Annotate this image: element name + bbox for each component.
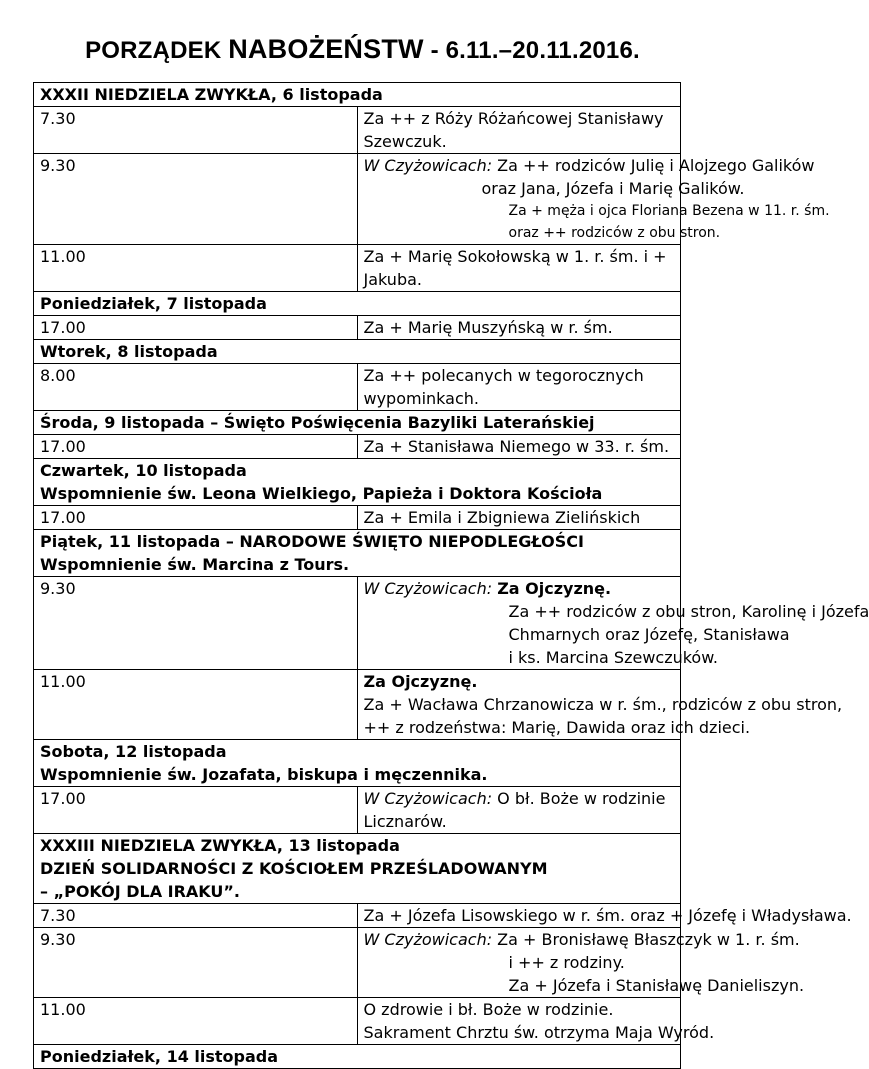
- day-feast: Wspomnienie św. Marcina z Tours.: [40, 555, 350, 574]
- intention-line: O zdrowie i bł. Boże w rodzinie.: [363, 1000, 614, 1019]
- intention-line: oraz Jana, Józefa i Marię Galików.: [481, 179, 745, 198]
- day-header: XXXII NIEDZIELA ZWYKŁA, 6 listopada: [34, 83, 681, 107]
- mass-intention: [357, 154, 830, 245]
- intention-line: O bł. Boże w rodzinie Licznarów.: [363, 789, 666, 831]
- mass-row: [34, 154, 681, 245]
- mass-time: 8.00: [34, 364, 358, 411]
- mass-time: 9.30: [34, 928, 358, 998]
- mass-time: 11.00: [34, 670, 358, 740]
- mass-row: [34, 998, 681, 1045]
- mass-time: 11.00: [34, 245, 358, 292]
- mass-time: 7.30: [34, 904, 358, 928]
- mass-intention: [357, 787, 681, 834]
- intention-emphasis: Za Ojczyznę.: [497, 579, 612, 598]
- mass-intention: Za + Józefa Lisowskiego w r. śm. oraz + Józefę i Władysława.: [357, 904, 681, 928]
- mass-time: 7.30: [34, 107, 358, 154]
- mass-time: 9.30: [34, 154, 358, 245]
- mass-row: [34, 577, 681, 670]
- day-header-row: [34, 834, 681, 904]
- mass-row: [34, 928, 681, 998]
- day-header-row: [34, 459, 681, 506]
- mass-intention: [357, 928, 805, 998]
- day-header: Poniedziałek, 7 listopada: [34, 292, 681, 316]
- title-prefix: PORZĄDEK: [85, 37, 229, 64]
- mass-time: 17.00: [34, 316, 358, 340]
- mass-location: W Czyżowicach:: [363, 930, 493, 949]
- day-title: Sobota, 12 listopada: [40, 742, 227, 761]
- mass-time: 17.00: [34, 787, 358, 834]
- mass-row: [34, 245, 681, 292]
- mass-row: [34, 670, 681, 740]
- mass-intention: Za + Stanisława Niemego w 33. r. śm.: [357, 435, 681, 459]
- day-title: Czwartek, 10 listopada: [40, 461, 247, 480]
- day-title: XXXIII NIEDZIELA ZWYKŁA, 13 listopada: [40, 836, 400, 855]
- mass-row: [34, 435, 681, 459]
- intention-emphasis: Za Ojczyznę.: [363, 672, 478, 691]
- mass-intention: Za + Marię Sokołowską w 1. r. śm. i + Jakuba.: [357, 245, 681, 292]
- intention-line: Za ++ rodziców z obu stron, Karolinę i Józefa: [508, 602, 869, 621]
- day-header: [34, 459, 681, 506]
- intention-line: Za + męża i ojca Floriana Bezena w 11. r. śm.: [508, 203, 830, 219]
- mass-intention: Za + Marię Muszyńską w r. śm.: [357, 316, 681, 340]
- mass-row: [34, 904, 681, 928]
- day-header-row: [34, 83, 681, 107]
- intention-line: i ++ z rodziny.: [508, 953, 625, 972]
- day-header: [34, 740, 681, 787]
- mass-intention: Za ++ z Róży Różańcowej Stanisławy Szewczuk.: [357, 107, 681, 154]
- day-header: Wtorek, 8 listopada: [34, 340, 681, 364]
- day-header: [34, 834, 681, 904]
- day-header-row: [34, 411, 681, 435]
- day-header: Poniedziałek, 14 listopada: [34, 1045, 681, 1069]
- intention-line: Za ++ rodziców Julię i Alojzego Galików: [492, 156, 815, 175]
- day-header-row: [34, 530, 681, 577]
- day-feast: Wspomnienie św. Jozafata, biskupa i męczennika.: [40, 765, 488, 784]
- mass-location: W Czyżowicach:: [363, 156, 493, 175]
- mass-time: 11.00: [34, 998, 358, 1045]
- mass-row: [34, 506, 681, 530]
- mass-intention: [357, 577, 869, 670]
- intention-line: Za + Wacława Chrzanowicza w r. śm., rodziców z obu stron,: [363, 695, 843, 714]
- page-title: [0, 34, 725, 65]
- mass-intention: [357, 998, 715, 1045]
- mass-location: W Czyżowicach:: [363, 579, 493, 598]
- day-feast: – „POKÓJ DLA IRAKU”.: [40, 882, 241, 901]
- mass-intention: Za ++ polecanych w tegorocznych wypominkach.: [357, 364, 681, 411]
- day-header-row: [34, 292, 681, 316]
- intention-line: Za + Bronisławę Błaszczyk w 1. r. śm.: [492, 930, 800, 949]
- title-main-word: NABOŻEŃSTW: [228, 34, 424, 64]
- title-dates: - 6.11.–20.11.2016.: [423, 37, 640, 64]
- mass-time: 9.30: [34, 577, 358, 670]
- day-header-row: [34, 340, 681, 364]
- day-header: [34, 530, 681, 577]
- day-title: Piątek, 11 listopada – NARODOWE ŚWIĘTO NIEPODLEGŁOŚCI: [40, 532, 584, 551]
- mass-time: 17.00: [34, 435, 358, 459]
- intention-line: Za + Józefa i Stanisławę Danieliszyn.: [508, 976, 805, 995]
- mass-intention: [357, 670, 843, 740]
- day-header-row: [34, 740, 681, 787]
- intention-line: Chmarnych oraz Józefę, Stanisława: [508, 625, 790, 644]
- intention-line: oraz ++ rodziców z obu stron.: [508, 225, 721, 241]
- mass-row: [34, 364, 681, 411]
- intention-line: i ks. Marcina Szewczuków.: [508, 648, 718, 667]
- mass-location: W Czyżowicach:: [363, 789, 493, 808]
- day-feast: DZIEŃ SOLIDARNOŚCI Z KOŚCIOŁEM PRZEŚLADOWANYM: [40, 859, 548, 878]
- intention-line: Sakrament Chrztu św. otrzyma Maja Wyród.: [363, 1023, 715, 1042]
- mass-time: 17.00: [34, 506, 358, 530]
- schedule-table: [33, 82, 869, 1069]
- mass-row: [34, 107, 681, 154]
- mass-intention: Za + Emila i Zbigniewa Zielińskich: [357, 506, 681, 530]
- day-feast: Wspomnienie św. Leona Wielkiego, Papieża i Doktora Kościoła: [40, 484, 603, 503]
- intention-line: ++ z rodzeństwa: Marię, Dawida oraz ich dzieci.: [363, 718, 751, 737]
- day-header: Środa, 9 listopada – Święto Poświęcenia Bazyliki Laterańskiej: [34, 411, 681, 435]
- mass-row: [34, 787, 681, 834]
- mass-row: [34, 316, 681, 340]
- day-header-row: [34, 1045, 681, 1069]
